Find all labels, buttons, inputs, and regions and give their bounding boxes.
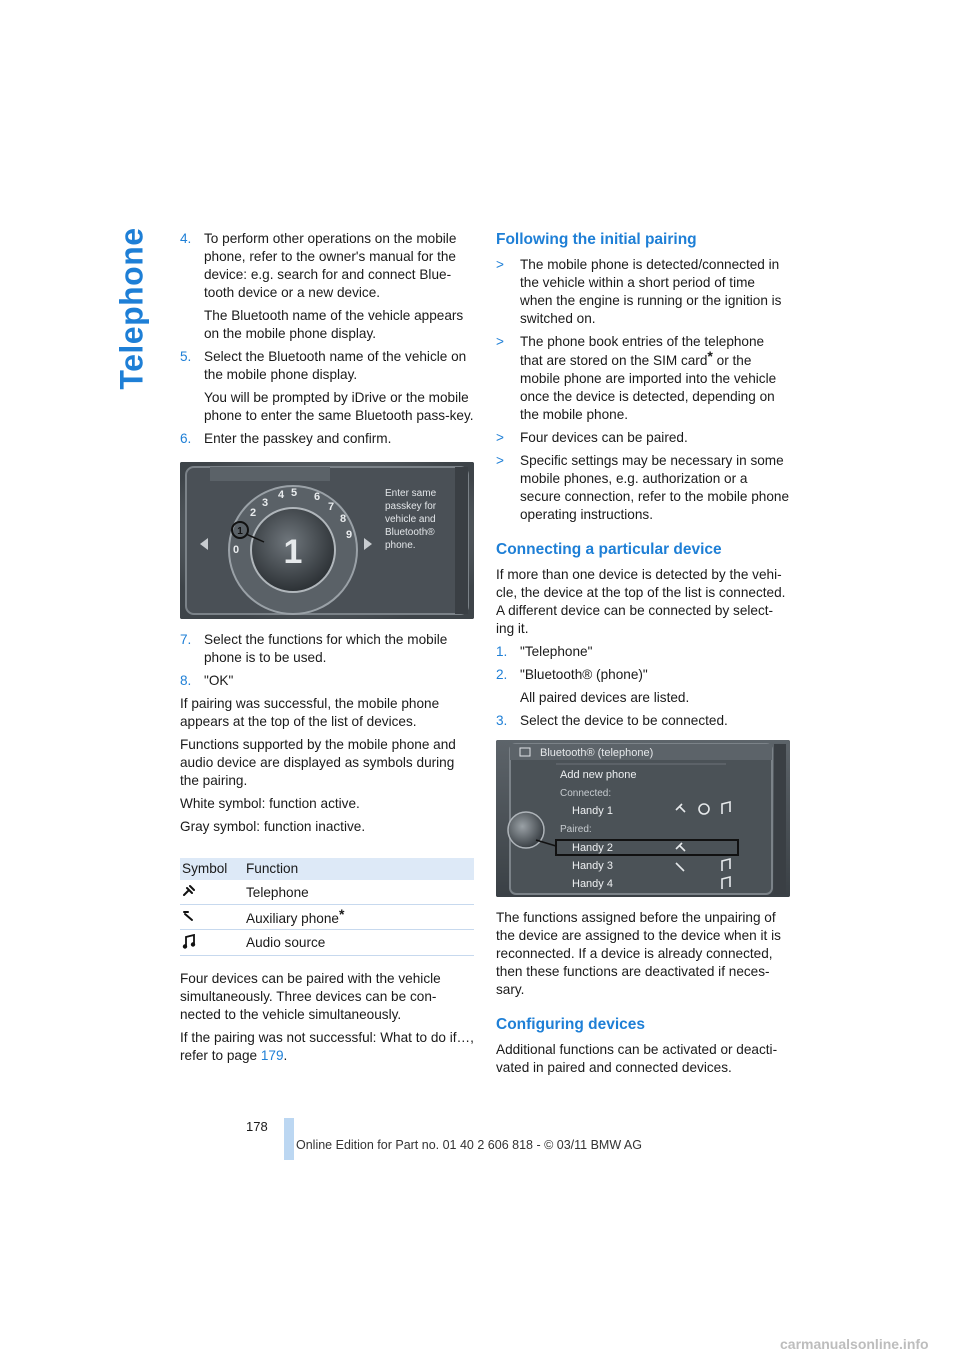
- step-5: 5. Select the Bluetooth name of the vehicle on the mobile phone display.: [180, 349, 467, 382]
- paragraph: If pairing was successful, the mobile phone appears at the top of the list of devices.: [180, 696, 440, 729]
- left-column: [180, 230, 474, 1070]
- footer-bar: [284, 1118, 294, 1160]
- page-link[interactable]: 179: [260, 1048, 284, 1063]
- music-note-icon: [180, 934, 246, 955]
- dial-center-digit: 1: [283, 533, 303, 571]
- step-8: 8. "OK": [180, 673, 234, 688]
- right-column: [496, 230, 790, 1082]
- symbol-table: [180, 858, 474, 956]
- edition-line: Online Edition for Part no. 01 40 2 606 818 - © 03/11 BMW AG: [296, 1138, 642, 1152]
- dial-digit: 6: [314, 491, 321, 503]
- dial-digit: 4: [278, 489, 285, 501]
- device-handy-2[interactable]: Handy 2: [572, 842, 613, 854]
- step-6: 6. Enter the passkey and confirm.: [180, 431, 392, 446]
- bluetooth-screen-graphic: [496, 740, 790, 897]
- paired-label: Paired:: [560, 824, 592, 835]
- list-item: > Four devices can be paired.: [496, 430, 688, 445]
- dial-digit: 2: [250, 507, 257, 519]
- passkey-screen-graphic: [180, 462, 474, 619]
- heading-initial-pairing: Following the initial pairing: [496, 231, 697, 248]
- paragraph: Gray symbol: function inactive.: [180, 819, 366, 834]
- message-line: vehicle and: [385, 514, 436, 525]
- message-line: phone.: [385, 540, 416, 551]
- device-handy-1[interactable]: Handy 1: [572, 805, 613, 817]
- dial-digit: 9: [346, 529, 353, 541]
- device-handy-3[interactable]: Handy 3: [572, 860, 613, 872]
- dial-digit: 5: [291, 487, 298, 499]
- passkey-screen: [180, 462, 474, 619]
- list-item: > The phone book entries of the telephone that are stored on the SIM card* or the mobile phone are imported into the vehicle once the device is detected, depending on the mobile phone.: [496, 334, 777, 422]
- list-item: > Specific settings may be necessary in some mobile phones, e.g. authorization or a secure connection, refer to the mobile phone operating instructions.: [496, 453, 790, 522]
- paragraph: Four devices can be paired with the vehicle simultaneously. Three devices can be con-nected to the vehicle simultaneously.: [180, 971, 441, 1022]
- dial-digit: 3: [262, 497, 269, 509]
- message-line: Enter same: [385, 488, 437, 499]
- connected-label: Connected:: [560, 788, 612, 799]
- step-2: 2. "Bluetooth® (phone)": [496, 667, 648, 682]
- table-row: Telephone: [180, 880, 474, 905]
- paragraph: If more than one device is detected by the vehi-cle, the device at the top of the list is connected. A different device can be connected by select-ing it.: [496, 567, 786, 636]
- table-row: Auxiliary phone*: [180, 905, 474, 930]
- dial-digit: 8: [340, 513, 347, 525]
- auxiliary-phone-icon: [180, 909, 246, 928]
- watermark: carmanualsonline.info: [780, 1336, 929, 1352]
- step-2-note: All paired devices are listed.: [520, 690, 690, 705]
- step-5-note: You will be prompted by iDrive or the mobile phone to enter the same Bluetooth pass-key.: [204, 390, 474, 423]
- step-4: 4. To perform other operations on the mobile phone, refer to the owner's manual for the device: e.g. search for and connect Blue-tooth device or a new device.: [180, 231, 457, 300]
- list-item: > The mobile phone is detected/connected in the vehicle within a short period of time when the engine is running or the ignition is switched on.: [496, 257, 782, 326]
- paragraph: The functions assigned before the unpairing of the device are assigned to the device when it is reconnected. If a device is already connected, then these functions are deactivated if neces-sary.: [496, 910, 781, 997]
- step-1: 1. "Telephone": [496, 644, 593, 659]
- add-new-phone[interactable]: Add new phone: [560, 769, 637, 781]
- screen-title: Bluetooth® (telephone): [540, 747, 654, 759]
- paragraph: Additional functions can be activated or deacti-vated in paired and connected devices.: [496, 1042, 778, 1075]
- bluetooth-device-screen: [496, 740, 790, 897]
- page-number: 178: [246, 1119, 268, 1134]
- paragraph: If the pairing was not successful: What to do if…, refer to page 179.: [180, 1030, 474, 1063]
- heading-connecting-device: Connecting a particular device: [496, 541, 722, 558]
- step-4-note: The Bluetooth name of the vehicle appears on the mobile phone display.: [204, 308, 464, 341]
- table-row: Audio source: [180, 930, 474, 956]
- section-title: Telephone: [113, 226, 150, 390]
- message-line: Bluetooth®: [385, 527, 435, 538]
- dial-digit: 7: [328, 501, 335, 513]
- dial-digit: 0: [233, 544, 240, 556]
- message-line: passkey for: [385, 501, 437, 512]
- device-handy-4[interactable]: Handy 4: [572, 878, 613, 890]
- step-7: 7. Select the functions for which the mobile phone is to be used.: [180, 632, 448, 665]
- callout-marker: 1: [237, 526, 243, 537]
- paragraph: White symbol: function active.: [180, 796, 360, 811]
- telephone-icon: [180, 884, 246, 903]
- heading-configuring-devices: Configuring devices: [496, 1016, 645, 1033]
- paragraph: Functions supported by the mobile phone and audio device are displayed as symbols during the pairing.: [180, 737, 456, 788]
- step-3: 3. Select the device to be connected.: [496, 713, 728, 728]
- table-header: Symbol Function: [180, 858, 474, 880]
